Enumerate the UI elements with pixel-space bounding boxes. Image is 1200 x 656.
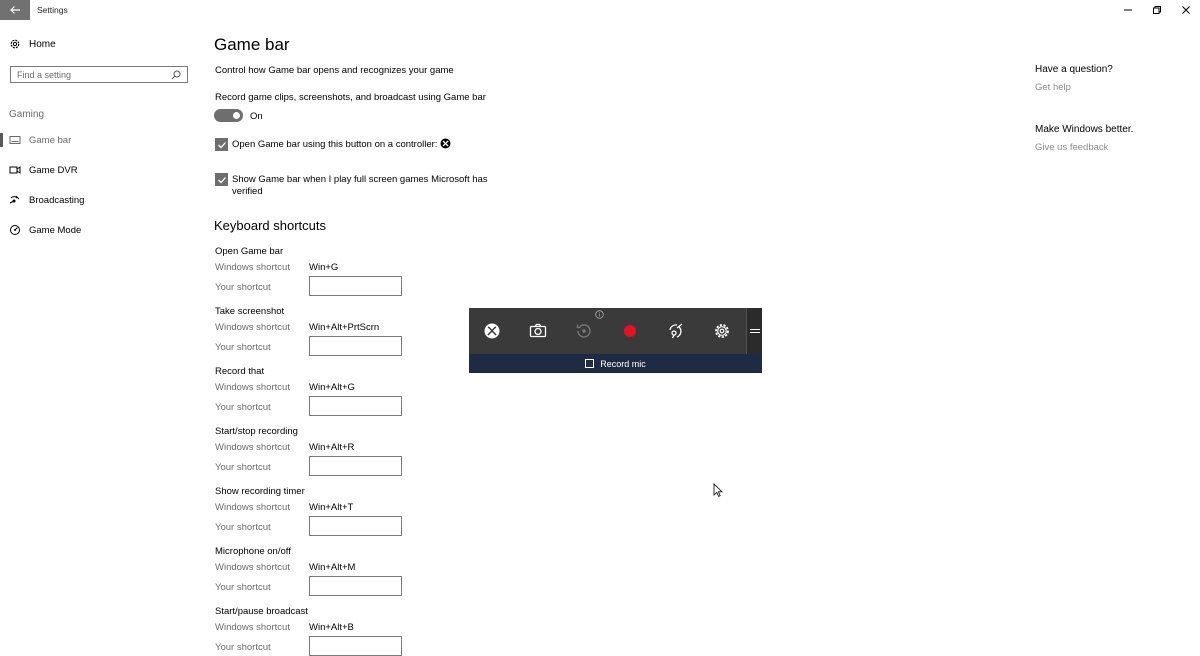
broadcasting-icon [9, 194, 21, 206]
gear-icon [713, 322, 731, 340]
shortcut-title: Show recording timer [215, 486, 305, 497]
screenshot-button[interactable] [527, 320, 549, 342]
drag-handle[interactable] [746, 308, 762, 354]
back-arrow-icon [9, 5, 21, 15]
your-shortcut-label: Your shortcut [215, 642, 271, 653]
sidebar-item-label: Game Mode [29, 224, 82, 236]
controller-checkbox[interactable] [215, 138, 228, 151]
windows-shortcut-label: Windows shortcut [215, 562, 290, 573]
xbox-icon [483, 322, 501, 340]
shortcut-title: Open Game bar [215, 246, 284, 257]
search-icon[interactable] [171, 70, 181, 80]
sidebar-item-game-dvr[interactable] [9, 164, 78, 176]
game-bar-icon [9, 134, 21, 146]
record-that-icon [575, 322, 593, 340]
help-title: Have a question? [1035, 64, 1113, 75]
record-mic-strip [469, 354, 762, 373]
game-mode-icon [9, 224, 21, 236]
game-bar-settings-button[interactable] [711, 320, 733, 342]
search-box[interactable] [10, 66, 188, 83]
shortcut-title: Microphone on/off [215, 546, 291, 557]
windows-shortcut-value: Win+Alt+M [309, 562, 356, 573]
your-shortcut-input[interactable] [309, 516, 402, 536]
windows-shortcut-value: Win+Alt+B [309, 622, 354, 633]
your-shortcut-label: Your shortcut [215, 402, 271, 413]
your-shortcut-label: Your shortcut [215, 462, 271, 473]
sidebar-item-label: Broadcasting [29, 194, 85, 206]
nav-home[interactable] [9, 38, 56, 50]
fullscreen-checkbox[interactable] [215, 173, 228, 186]
sidebar-item-broadcasting[interactable] [9, 194, 84, 206]
controller-checkbox-label: Open Game bar using this button on a controller: [232, 139, 438, 150]
broadcast-icon [667, 322, 685, 340]
windows-shortcut-label: Windows shortcut [215, 322, 290, 333]
sidebar-item-label: Game DVR [29, 164, 78, 176]
your-shortcut-label: Your shortcut [215, 522, 271, 533]
start-recording-button[interactable] [619, 320, 641, 342]
your-shortcut-input[interactable] [309, 276, 402, 296]
record-mic-checkbox[interactable] [585, 359, 594, 368]
grip-icon [750, 328, 760, 334]
restore-icon [1152, 5, 1162, 15]
sidebar-item-game-bar[interactable] [9, 134, 71, 146]
gear-icon [9, 38, 21, 50]
xbox-icon [440, 138, 451, 149]
shortcut-title: Start/stop recording [215, 426, 298, 437]
page-title: Game bar [214, 35, 290, 54]
minimize-button[interactable] [1121, 3, 1135, 17]
windows-shortcut-label: Windows shortcut [215, 502, 290, 513]
your-shortcut-label: Your shortcut [215, 282, 271, 293]
active-indicator [0, 133, 3, 147]
close-button[interactable] [1179, 3, 1193, 17]
windows-shortcut-value: Win+Alt+PrtScrn [309, 322, 380, 333]
sidebar-item-game-mode[interactable] [9, 224, 81, 236]
feedback-link[interactable]: Give us feedback [1035, 142, 1109, 153]
get-help-link[interactable]: Get help [1035, 82, 1071, 93]
windows-shortcut-label: Windows shortcut [215, 262, 290, 273]
shortcut-title: Start/pause broadcast [215, 606, 308, 617]
windows-shortcut-value: Win+Alt+G [309, 382, 355, 393]
windows-shortcut-value: Win+Alt+T [309, 502, 354, 513]
record-toggle[interactable] [214, 109, 243, 122]
record-mic-label: Record mic [600, 358, 646, 369]
mouse-cursor-icon [713, 483, 723, 497]
shortcut-title: Record that [215, 366, 265, 377]
close-icon [1181, 5, 1191, 15]
your-shortcut-input[interactable] [309, 576, 402, 596]
sidebar-item-label: Game bar [29, 134, 72, 146]
game-bar-toolbar [469, 308, 746, 354]
xbox-app-button[interactable] [481, 320, 503, 342]
toggle-knob [233, 112, 240, 119]
feedback-title: Make Windows better. [1035, 124, 1134, 135]
windows-shortcut-value: Win+Alt+R [309, 442, 355, 453]
search-input[interactable] [17, 70, 167, 80]
windows-shortcut-label: Windows shortcut [215, 382, 290, 393]
page-subtitle: Control how Game bar opens and recognizes your game [215, 65, 454, 76]
nav-home-label: Home [29, 38, 56, 50]
checkmark-icon [217, 175, 227, 185]
checkmark-icon [217, 140, 227, 150]
window-title: Settings [37, 5, 68, 15]
nav-section-title: Gaming [9, 109, 45, 120]
your-shortcut-input[interactable] [309, 336, 402, 356]
your-shortcut-label: Your shortcut [215, 582, 271, 593]
your-shortcut-input[interactable] [309, 456, 402, 476]
toggle-state-label: On [250, 111, 263, 122]
windows-shortcut-label: Windows shortcut [215, 622, 290, 633]
shortcuts-section-title: Keyboard shortcuts [214, 218, 327, 233]
shortcut-title: Take screenshot [215, 306, 285, 317]
fullscreen-checkbox-label: Show Game bar when I play full screen games Microsoft has verified [232, 174, 488, 197]
windows-shortcut-label: Windows shortcut [215, 442, 290, 453]
info-icon [595, 310, 604, 319]
record-that-button[interactable] [573, 320, 595, 342]
record-icon [621, 322, 639, 340]
restore-button[interactable] [1150, 3, 1164, 17]
your-shortcut-input[interactable] [309, 396, 402, 416]
broadcast-button[interactable] [665, 320, 687, 342]
record-setting-label: Record game clips, screenshots, and broadcast using Game bar [215, 92, 486, 103]
minimize-icon [1123, 5, 1133, 15]
camera-icon [529, 322, 547, 340]
back-button[interactable] [0, 0, 30, 20]
game-bar-overlay [469, 308, 762, 373]
your-shortcut-input[interactable] [309, 636, 402, 656]
windows-shortcut-value: Win+G [309, 262, 339, 273]
your-shortcut-label: Your shortcut [215, 342, 271, 353]
game-dvr-icon [9, 164, 21, 176]
